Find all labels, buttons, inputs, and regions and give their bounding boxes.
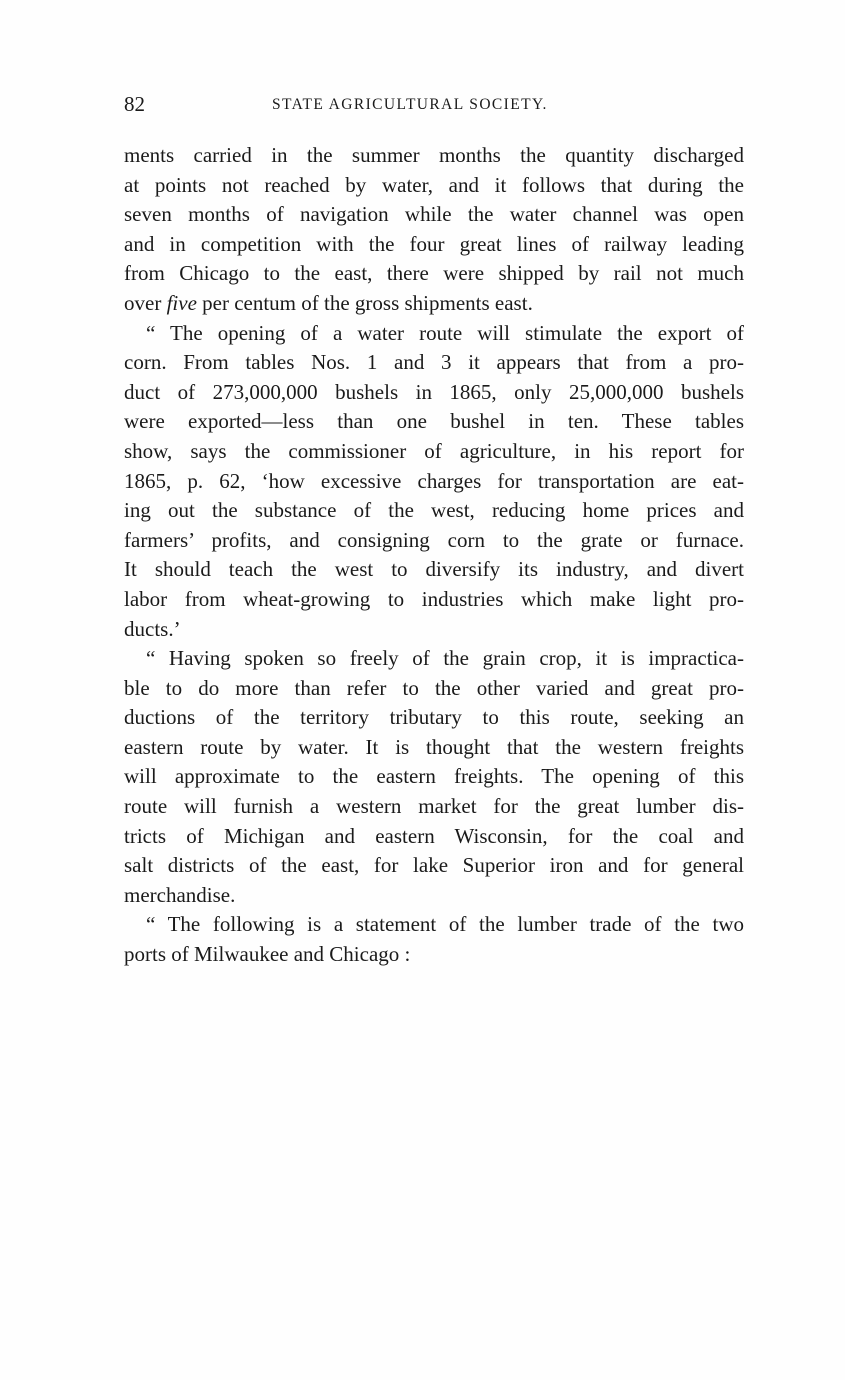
- text-line: ducts.’: [124, 616, 181, 641]
- text-line: from Chicago to the east, there were shipped by rail not much: [124, 261, 744, 286]
- text-line: ing out the substance of the west, reducing home prices and: [124, 498, 744, 523]
- text-line: duct of 273,000,000 bushels in 1865, only 25,000,000 bushels: [124, 379, 744, 404]
- text-line: “ The following is a statement of the lumber trade of the two: [146, 912, 744, 937]
- text-line: eastern route by water. It is thought that the western freights: [124, 734, 744, 759]
- italic-word: five: [166, 290, 197, 315]
- text-line: “ The opening of a water route will stimulate the export of: [146, 320, 744, 345]
- text-line: farmers’ profits, and consigning corn to the grate or furnace.: [124, 527, 744, 552]
- text-line: route will furnish a western market for the great lumber dis-: [124, 794, 744, 819]
- text-line: tricts of Michigan and eastern Wisconsin, for the coal and: [124, 823, 744, 848]
- paragraph-4: [124, 910, 744, 969]
- text-line: 1865, p. 62, ‘how excessive charges for transportation are eat-: [124, 468, 744, 493]
- text-run: per centum of the gross shipments east.: [196, 290, 533, 315]
- text-run: over: [124, 290, 167, 315]
- paragraph-3: [124, 644, 744, 910]
- page-number: 82: [124, 92, 145, 116]
- text-line: salt districts of the east, for lake Superior iron and for general: [124, 853, 744, 878]
- text-line: It should teach the west to diversify its industry, and divert: [124, 557, 744, 582]
- text-line: show, says the commissioner of agriculture, in his report for: [124, 438, 744, 463]
- text-line: will approximate to the eastern freights. The opening of this: [124, 764, 744, 789]
- text-line: and in competition with the four great lines of railway leading: [124, 231, 744, 256]
- running-title: STATE AGRICULTURAL SOCIETY.: [272, 96, 548, 113]
- text-line: ductions of the territory tributary to this route, seeking an: [124, 705, 744, 730]
- running-head: [124, 92, 744, 122]
- text-line: ble to do more than refer to the other varied and great pro-: [124, 675, 744, 700]
- text-line: seven months of navigation while the water channel was open: [124, 202, 744, 227]
- text-line: merchandise.: [124, 882, 236, 907]
- paragraph-1: [124, 141, 744, 319]
- text-line: at points not reached by water, and it follows that during the: [124, 172, 744, 197]
- text-line: corn. From tables Nos. 1 and 3 it appears that from a pro-: [124, 350, 744, 375]
- text-line: “ Having spoken so freely of the grain crop, it is impractica-: [146, 646, 744, 671]
- paragraph-2: [124, 319, 744, 645]
- text-line: ments carried in the summer months the quantity discharged: [124, 143, 744, 167]
- body-text: [124, 141, 744, 970]
- text-line: labor from wheat-growing to industries which make light pro-: [124, 586, 744, 611]
- text-line: ports of Milwaukee and Chicago :: [124, 942, 411, 967]
- text-line: [124, 289, 744, 319]
- text-line: were exported—less than one bushel in ten. These tables: [124, 409, 744, 434]
